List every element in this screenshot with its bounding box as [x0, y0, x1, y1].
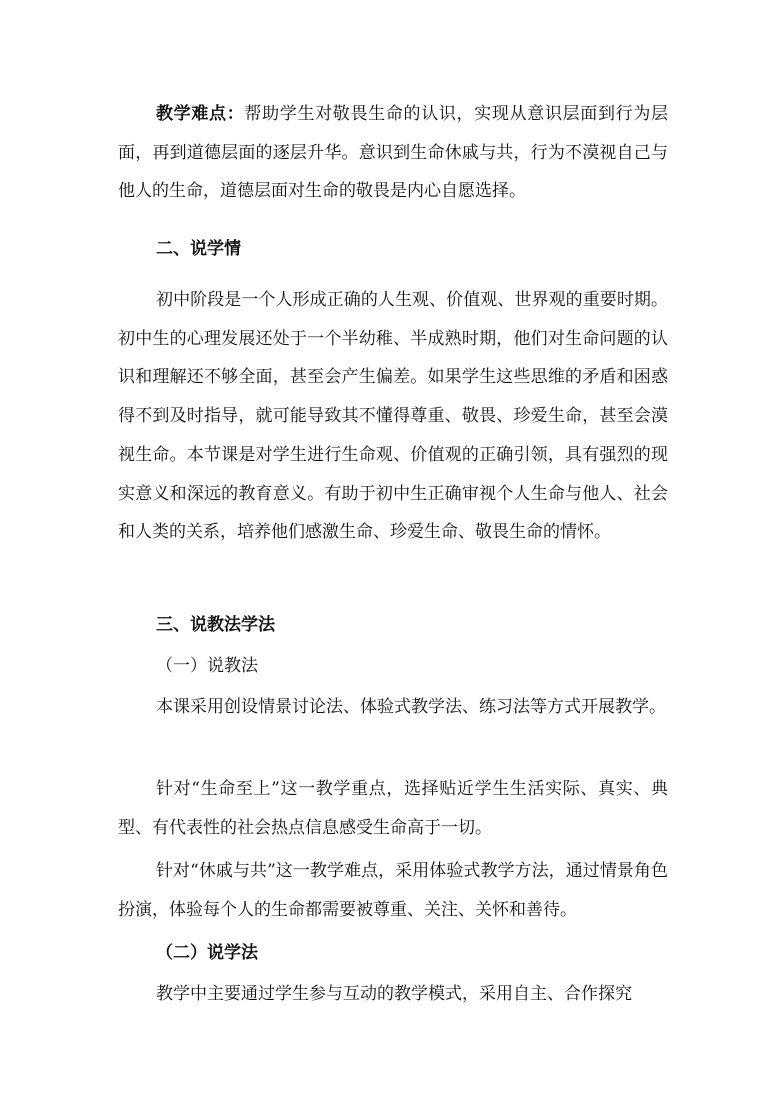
teaching-difficulty-label: 教学难点： — [156, 104, 245, 124]
subheading-teaching-method: （一）说教法 — [156, 656, 258, 676]
subheading-learning-method: （二）说学法 — [156, 943, 258, 963]
teaching-method-paragraph-2: 针对“生命至上”这一教学重点，选择贴近学生生活实际、真实、典型、有代表性的社会热点信息感受生命高于一切。 — [118, 779, 668, 838]
student-analysis-paragraph: 初中阶段是一个人形成正确的人生观、价值观、世界观的重要时期。初中生的心理发展还处于一个半幼稚、半成熟时期，他们对生命问题的认识和理解还不够全面，甚至会产生偏差。如果学生这些思维的矛盾和困惑得不到及时指导，就可能导致其不懂得尊重、敬畏、珍爱生命，甚至会漠视生命。本节课是对学生进行生命观、价值观的正确引领，具有强烈的现实意义和深远的教育意义。有助于初中生正确审视个人生命与他人、社会和人类的关系，培养他们感激生命、珍爱生命、敬畏生命的情怀。 — [118, 290, 668, 543]
section-heading-student-analysis: 二、说学情 — [156, 239, 241, 259]
teaching-method-paragraph-3: 针对“休戚与共”这一教学难点，采用体验式教学方法，通过情景角色扮演，体验每个人的生命都需要被尊重、关注、关怀和善待。 — [118, 861, 668, 920]
teaching-difficulty-text: 帮助学生对敬畏生命的认识，实现从意识层面到行为层面，再到道德层面的逐层升华。意识到生命休戚与共，行为不漠视自己与他人的生命，道德层面对生命的敬畏是内心自愿选择。 — [118, 104, 669, 202]
learning-method-paragraph-1: 教学中主要通过学生参与互动的教学模式，采用自主、合作探究 — [156, 984, 632, 1004]
section-heading-methods: 三、说教法学法 — [156, 615, 275, 635]
teaching-method-paragraph-1: 本课采用创设情景讨论法、体验式教学法、练习法等方式开展教学。 — [156, 697, 666, 717]
teaching-difficulty-paragraph — [118, 95, 668, 211]
